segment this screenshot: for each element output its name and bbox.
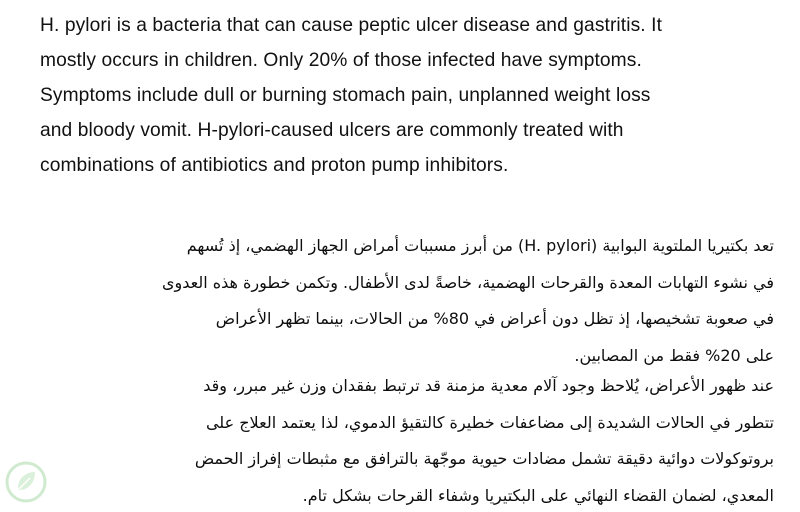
- english-line: combinations of antibiotics and proton pump inhibitors.: [40, 155, 509, 176]
- arabic-line: بروتوكولات دوائية دقيقة تشمل مضادات حيوية موجّهة بالترافق مع مثبطات إفراز الحمض: [194, 449, 774, 468]
- english-line: and bloody vomit. H-pylori-caused ulcers are commonly treated with: [40, 120, 624, 141]
- arabic-line: على 20% فقط من المصابين.: [574, 345, 774, 365]
- leaf-logo-icon: [4, 460, 48, 504]
- arabic-paragraph-2: [34, 368, 774, 512]
- english-paragraph: [40, 8, 785, 183]
- english-line: H. pylori is a bacteria that can cause peptic ulcer disease and gastritis. It: [40, 15, 663, 36]
- arabic-line: تتطور في الحالات الشديدة إلى مضاعفات خطيرة كالتقيؤ الدموي، لذا يعتمد العلاج على: [205, 412, 774, 432]
- arabic-line: في نشوء التهابات المعدة والقرحات الهضمية، خاصةً لدى الأطفال. وتكمن خطورة هذه العدوى: [161, 272, 774, 292]
- english-line: Symptoms include dull or burning stomach pain, unplanned weight loss: [40, 85, 651, 106]
- arabic-line: المعدي، لضمان القضاء النهائي على البكتيريا وشفاء القرحات بشكل تام.: [302, 485, 774, 505]
- arabic-paragraph-1: [34, 228, 774, 374]
- english-line: mostly occurs in children. Only 20% of those infected have symptoms.: [40, 50, 642, 71]
- arabic-line: تعد بكتيريا الملتوية البوابية (H. pylori) من أبرز مسببات أمراض الجهاز الهضمي، إذ تُسهم: [186, 236, 774, 255]
- arabic-line: في صعوبة تشخيصها، إذ تظل دون أعراض في 80% من الحالات، بينما تظهر الأعراض: [215, 309, 774, 328]
- arabic-line: عند ظهور الأعراض، يُلاحظ وجود آلام معدية مزمنة قد ترتبط بفقدان وزن غير مبرر، وقد: [203, 376, 774, 395]
